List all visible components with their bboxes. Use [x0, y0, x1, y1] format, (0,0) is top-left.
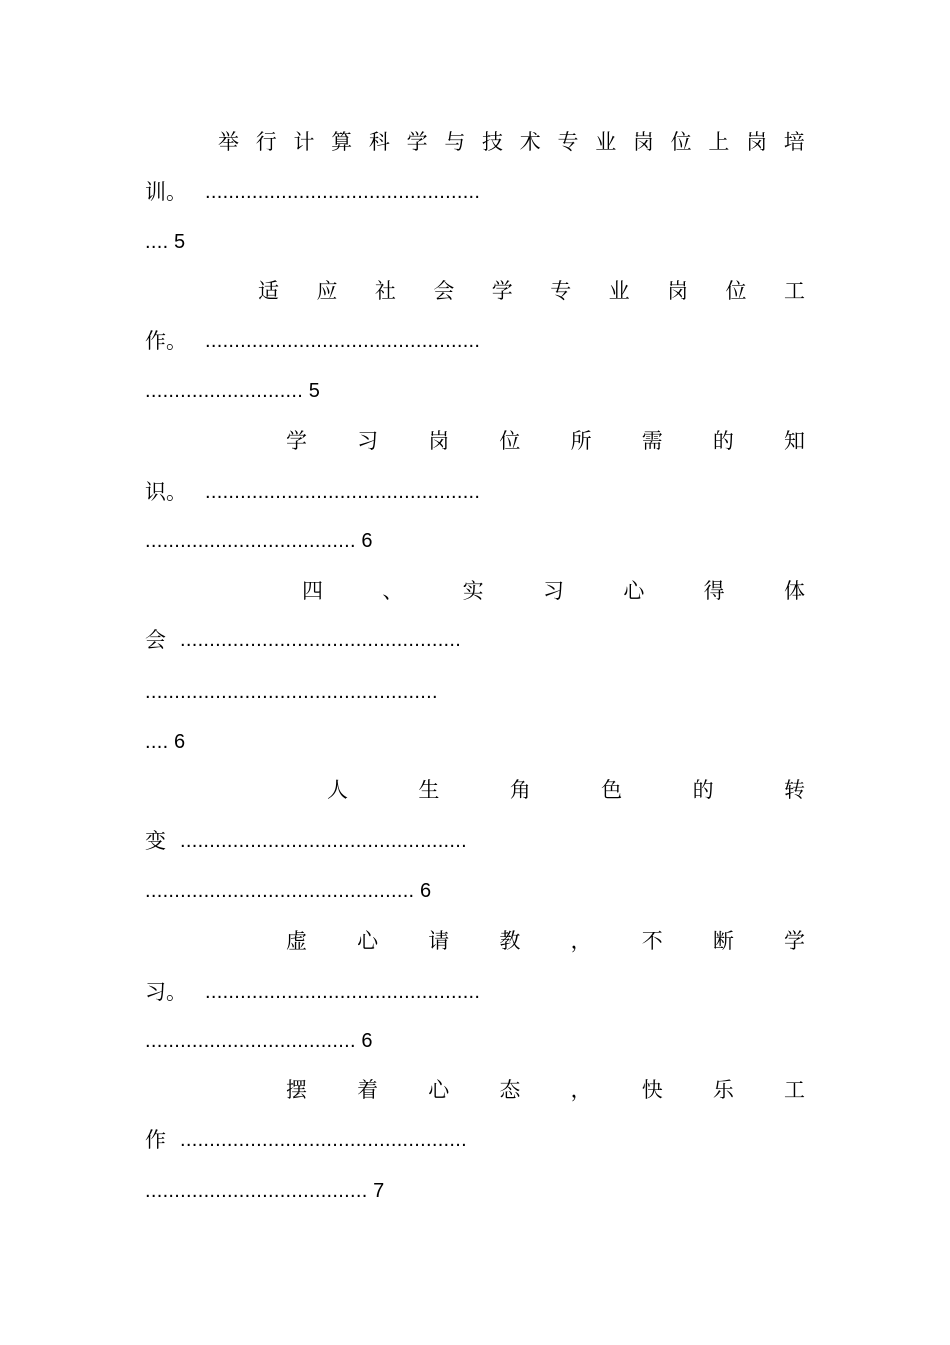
title-char: 位 [499, 429, 521, 453]
toc-entry-tail [145, 727, 805, 757]
title-char: 专 [550, 279, 572, 303]
toc-entry-tail [145, 876, 805, 906]
leader-dots: ............................................... [205, 330, 481, 352]
title-char: 习 [542, 579, 564, 603]
leader-dots: ................................................. [180, 1129, 467, 1151]
page-number: 6 [174, 731, 186, 753]
title-char: ， [570, 929, 592, 953]
leader-dots: .............................................. [145, 880, 415, 902]
title-char: 上 [708, 130, 730, 154]
title-char: 学 [286, 429, 307, 453]
leader-dots: ............................................... [205, 481, 481, 503]
title-char: 工 [783, 1078, 805, 1102]
title-char: 习 [357, 429, 379, 453]
leader-dots: .................................... [145, 530, 356, 552]
toc-entry-tail [145, 1026, 805, 1056]
toc-entry-continuation [145, 625, 805, 655]
toc-entry-title [258, 276, 805, 306]
leader-dots: .................................................. [145, 681, 438, 703]
title-char: 专 [557, 130, 579, 154]
title-char: 所 [570, 429, 592, 453]
title-last-char: 作。 [145, 329, 187, 353]
title-char: 学 [783, 929, 805, 953]
page-number: 5 [174, 231, 186, 253]
title-char: 与 [444, 130, 466, 154]
title-last-char: 习。 [145, 980, 187, 1004]
title-char: 岗 [428, 429, 450, 453]
title-char: 学 [406, 130, 428, 154]
title-last-char: 变 [145, 829, 166, 853]
title-char: 业 [608, 279, 630, 303]
title-char: 心 [623, 579, 645, 603]
toc-entry-continuation [145, 826, 805, 856]
title-char: 快 [641, 1078, 663, 1102]
toc-entry-continuation [145, 326, 805, 356]
title-last-char: 作 [145, 1128, 166, 1152]
page-number: 6 [419, 880, 432, 902]
toc-entry-continuation [145, 1125, 805, 1155]
leader-dots: ............................................... [205, 181, 481, 203]
title-char: 岗 [667, 279, 689, 303]
title-char: 科 [368, 130, 390, 154]
title-char: 得 [703, 579, 725, 603]
toc-entry-dots-line [145, 677, 805, 707]
toc-entry-tail [145, 1176, 805, 1206]
title-char: 适 [258, 279, 279, 303]
page-number: 6 [361, 1030, 373, 1052]
toc-entry-title [286, 426, 805, 456]
title-char: 岗 [632, 130, 654, 154]
toc-entry-tail [145, 526, 805, 556]
title-char: 实 [462, 579, 484, 603]
toc-entry-title [302, 576, 805, 606]
title-char: 算 [331, 130, 353, 154]
leader-dots: .................................... [145, 1030, 356, 1052]
title-last-char: 识。 [145, 480, 187, 504]
title-char: 色 [601, 778, 623, 802]
title-char: 着 [357, 1078, 379, 1102]
title-char: 虚 [286, 929, 307, 953]
toc-entry-tail [145, 227, 805, 257]
title-char: 应 [316, 279, 338, 303]
page-number: 5 [308, 380, 320, 402]
leader-dots: ...................................... [145, 1180, 368, 1202]
title-char: 转 [783, 778, 805, 802]
title-char: 的 [712, 429, 734, 453]
leader-dots: .... [145, 231, 169, 253]
title-char: 术 [519, 130, 541, 154]
title-char: 业 [595, 130, 617, 154]
leader-dots: ................................................ [180, 629, 462, 651]
leader-dots: ................................................. [180, 830, 467, 852]
title-char: 不 [641, 929, 663, 953]
title-char: 生 [418, 778, 440, 802]
title-char: 位 [725, 279, 747, 303]
title-char: ， [570, 1078, 592, 1102]
title-char: 会 [433, 279, 455, 303]
title-char: 工 [783, 279, 805, 303]
title-char: 位 [670, 130, 692, 154]
title-last-char: 会 [145, 628, 166, 652]
title-char: 请 [428, 929, 450, 953]
toc-entry-continuation [145, 977, 805, 1007]
title-char: 乐 [712, 1078, 734, 1102]
title-char: 断 [712, 929, 734, 953]
page-number: 7 [373, 1180, 385, 1202]
leader-dots: ............................................... [205, 981, 481, 1003]
title-char: 技 [482, 130, 504, 154]
toc-entry-title [286, 926, 805, 956]
title-char: 培 [783, 130, 805, 154]
title-last-char: 训。 [145, 180, 187, 204]
title-char: 计 [293, 130, 315, 154]
title-char: 需 [641, 429, 663, 453]
title-char: 角 [509, 778, 531, 802]
toc-entry-title [218, 127, 805, 157]
toc-entry-continuation [145, 177, 805, 207]
title-char: 四 [302, 579, 323, 603]
toc-entry-title [286, 1075, 805, 1105]
title-char: 心 [357, 929, 379, 953]
title-char: 人 [327, 778, 348, 802]
title-char: 岗 [746, 130, 768, 154]
toc-entry-title [327, 775, 805, 805]
title-char: 摆 [286, 1078, 307, 1102]
leader-dots: .... [145, 731, 169, 753]
toc-entry-tail [145, 376, 805, 406]
title-char: 体 [783, 579, 805, 603]
page-number: 6 [361, 530, 373, 552]
toc-entry-continuation [145, 477, 805, 507]
title-char: 教 [499, 929, 521, 953]
title-char: 行 [255, 130, 277, 154]
title-char: 社 [374, 279, 396, 303]
title-char: 态 [499, 1078, 521, 1102]
title-char: 、 [382, 579, 404, 603]
title-char: 举 [218, 130, 239, 154]
title-char: 学 [491, 279, 513, 303]
leader-dots: ........................... [145, 380, 304, 402]
title-char: 的 [692, 778, 714, 802]
title-char: 心 [428, 1078, 450, 1102]
title-char: 知 [783, 429, 805, 453]
